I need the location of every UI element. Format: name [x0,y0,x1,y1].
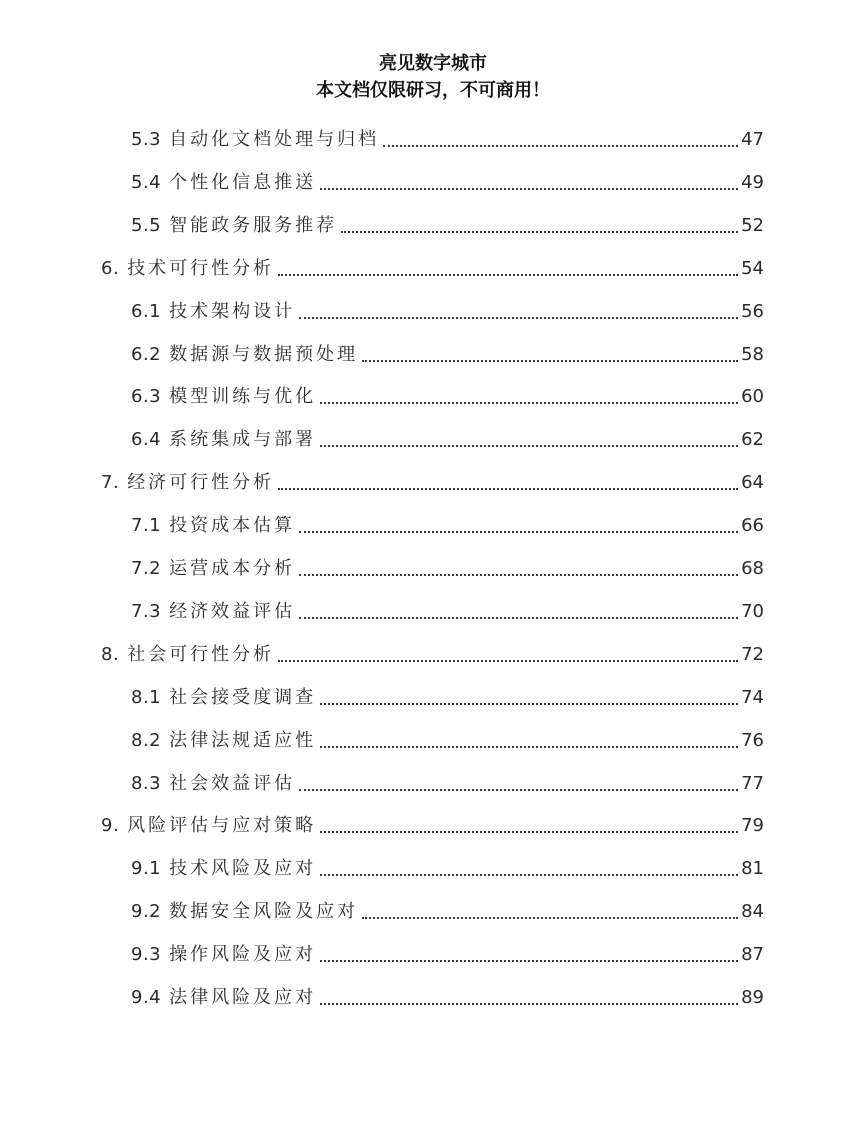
toc-entry[interactable] [131,127,764,153]
toc-entry[interactable] [101,256,764,282]
toc-entry-number: 9. [101,815,120,836]
toc-entry-title: 法律法规适应性 [169,730,317,751]
toc-entry-title: 社会可行性分析 [127,644,275,665]
toc-entry-number: 7. [101,472,120,493]
toc-entry-number: 9.2 [131,901,162,922]
toc-entry-number: 8.1 [131,687,162,708]
toc-entry-page-number: 52 [741,215,764,236]
toc-dot-leader [299,789,738,791]
toc-dot-leader [320,1003,738,1005]
toc-dot-leader [362,360,738,362]
toc-dot-leader [320,874,738,876]
toc-entry-title: 社会效益评估 [169,773,296,794]
toc-entry[interactable] [131,170,764,196]
toc-dot-leader [341,231,738,233]
toc-dot-leader [362,917,738,919]
toc-entry-title: 运营成本分析 [169,558,296,579]
toc-entry-number: 9.1 [131,858,162,879]
toc-entry-page-number: 58 [741,344,764,365]
toc-entry[interactable] [131,556,764,582]
toc-entry-page-number: 49 [741,172,764,193]
toc-entry-number: 7.1 [131,515,162,536]
toc-entry-page-number: 74 [741,687,764,708]
toc-entry-number: 5.5 [131,215,162,236]
toc-entry-page-number: 87 [741,944,764,965]
toc-entry-number: 8.2 [131,730,162,751]
toc-entry[interactable] [131,985,764,1011]
toc-entry-page-number: 56 [741,301,764,322]
toc-entry-page-number: 68 [741,558,764,579]
toc-entry-title: 技术风险及应对 [169,858,317,879]
usage-notice: 本文档仅限研习，不可商用！ [316,80,550,101]
toc-entry-title: 投资成本估算 [169,515,296,536]
toc-dot-leader [320,960,738,962]
toc-entry-title: 社会接受度调查 [169,687,317,708]
toc-entry[interactable] [131,384,764,410]
toc-entry[interactable] [131,856,764,882]
toc-dot-leader [299,574,738,576]
toc-entry-number: 7.2 [131,558,162,579]
toc-entry[interactable] [131,728,764,754]
toc-entry[interactable] [101,642,764,668]
toc-entry[interactable] [131,513,764,539]
toc-entry-number: 6.2 [131,344,162,365]
toc-entry-page-number: 64 [741,472,764,493]
toc-entry-title: 智能政务服务推荐 [169,215,338,236]
toc-entry-title: 数据源与数据预处理 [169,344,359,365]
toc-entry-number: 9.3 [131,944,162,965]
toc-entry-title: 经济效益评估 [169,601,296,622]
toc-entry-title: 模型训练与优化 [169,386,317,407]
toc-dot-leader [320,703,738,705]
toc-dot-leader [320,445,738,447]
toc-entry[interactable] [131,427,764,453]
toc-entry-number: 6. [101,258,120,279]
toc-dot-leader [299,317,738,319]
toc-dot-leader [320,746,738,748]
toc-entry[interactable] [131,771,764,797]
toc-dot-leader [320,402,738,404]
toc-entry-page-number: 81 [741,858,764,879]
toc-entry[interactable] [101,470,764,496]
toc-entry-page-number: 54 [741,258,764,279]
toc-entry-title: 技术可行性分析 [127,258,275,279]
toc-entry-page-number: 79 [741,815,764,836]
toc-entry-title: 系统集成与部署 [169,429,317,450]
toc-entry[interactable] [131,942,764,968]
toc-entry[interactable] [101,813,764,839]
toc-entry-page-number: 66 [741,515,764,536]
toc-entry-page-number: 84 [741,901,764,922]
toc-entry-page-number: 76 [741,730,764,751]
toc-entry-number: 8.3 [131,773,162,794]
toc-dot-leader [278,660,738,662]
toc-entry[interactable] [131,899,764,925]
toc-entry-number: 6.4 [131,429,162,450]
toc-entry-title: 个性化信息推送 [169,172,317,193]
toc-entry-title: 风险评估与应对策略 [127,815,317,836]
toc-entry-title: 法律风险及应对 [169,987,317,1008]
toc-entry[interactable] [131,599,764,625]
toc-dot-leader [299,531,738,533]
toc-entry[interactable] [131,299,764,325]
toc-entry-title: 操作风险及应对 [169,944,317,965]
toc-dot-leader [383,145,738,147]
document-header-title: 亮见数字城市 [379,53,487,74]
toc-entry-title: 经济可行性分析 [127,472,275,493]
toc-entry-title: 自动化文档处理与归档 [169,129,380,150]
toc-entry-number: 8. [101,644,120,665]
toc-dot-leader [299,617,738,619]
toc-entry-number: 6.3 [131,386,162,407]
toc-entry-page-number: 77 [741,773,764,794]
toc-dot-leader [278,274,738,276]
toc-dot-leader [278,488,738,490]
toc-entry[interactable] [131,342,764,368]
toc-entry-page-number: 60 [741,386,764,407]
toc-dot-leader [320,831,738,833]
toc-entry-page-number: 89 [741,987,764,1008]
toc-entry-number: 5.4 [131,172,162,193]
toc-entry-number: 9.4 [131,987,162,1008]
toc-entry-page-number: 62 [741,429,764,450]
toc-entry-page-number: 72 [741,644,764,665]
toc-entry-number: 5.3 [131,129,162,150]
toc-entry[interactable] [131,213,764,239]
toc-entry-page-number: 47 [741,129,764,150]
toc-entry-title: 技术架构设计 [169,301,296,322]
toc-entry-number: 7.3 [131,601,162,622]
toc-entry[interactable] [131,685,764,711]
toc-dot-leader [320,188,738,190]
toc-entry-title: 数据安全风险及应对 [169,901,359,922]
toc-entry-page-number: 70 [741,601,764,622]
toc-entry-number: 6.1 [131,301,162,322]
